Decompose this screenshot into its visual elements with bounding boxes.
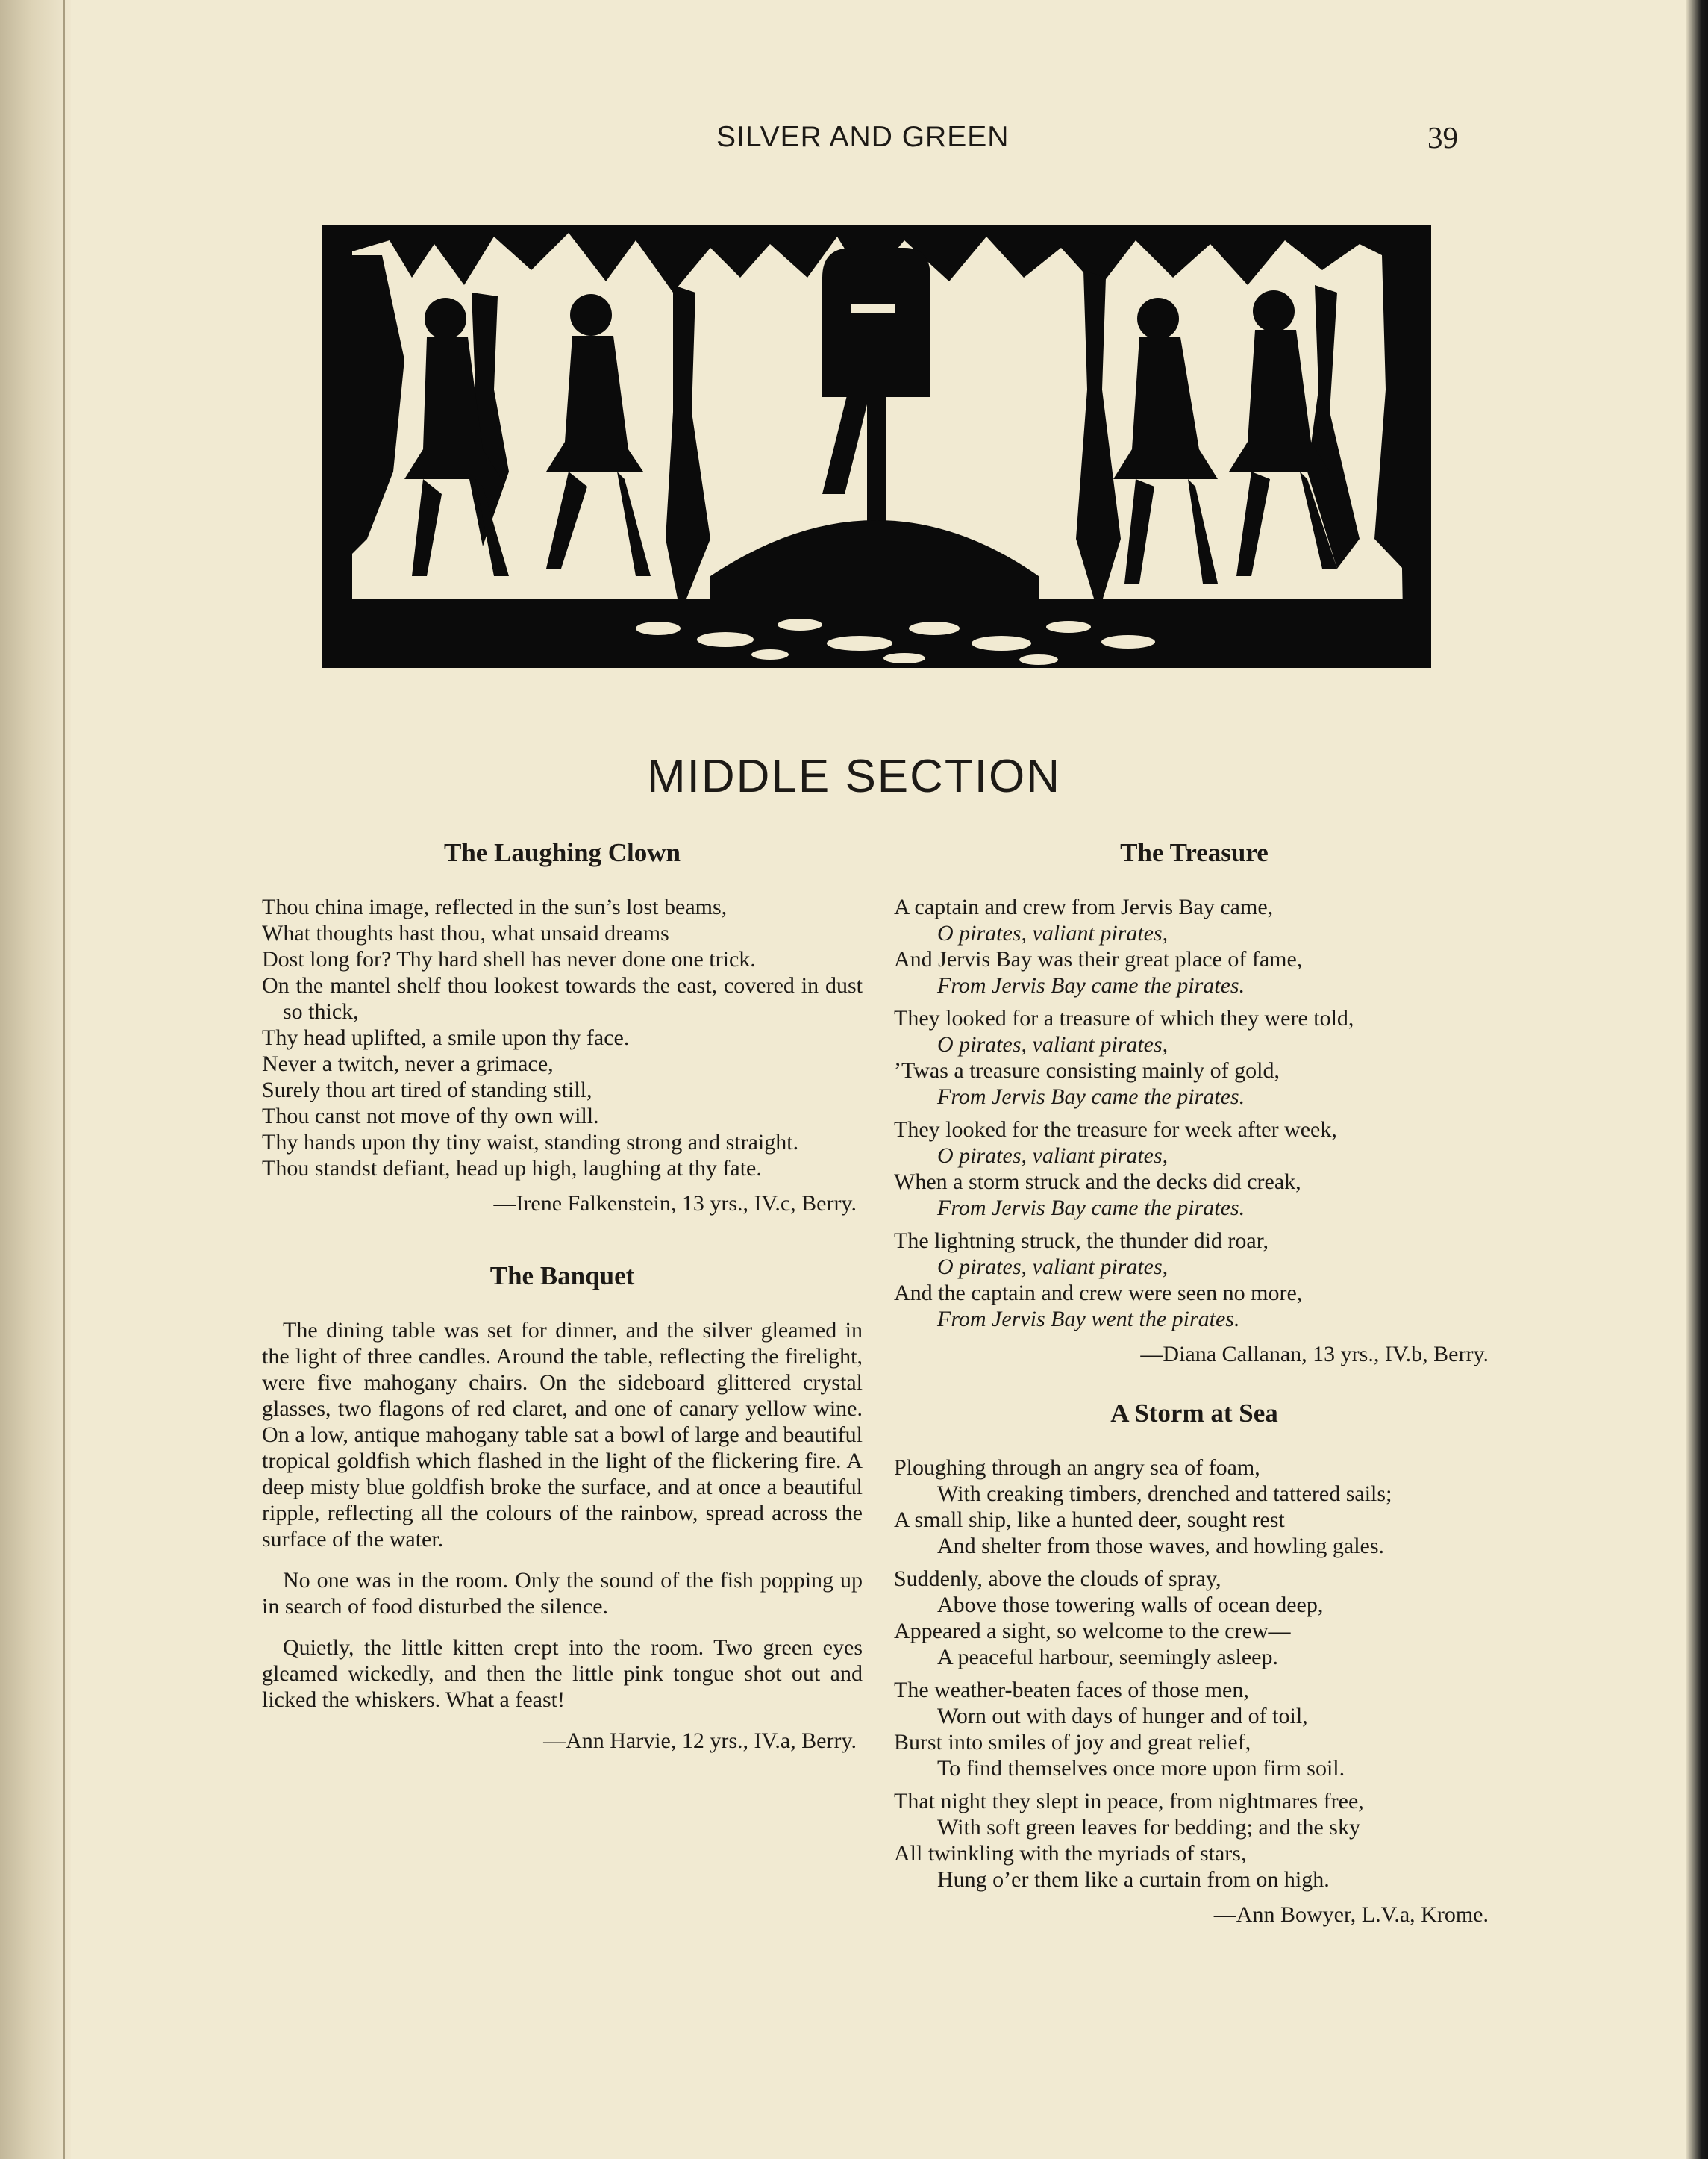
poem-line: Thou china image, reflected in the sun’s lost beams, (262, 895, 728, 919)
poem-stanza (894, 1677, 1495, 1781)
author-signature: —Irene Falkenstein, 13 yrs., IV.c, Berry. (493, 1191, 857, 1216)
poem-line: Surely thou art tired of standing still, (262, 1078, 592, 1102)
poem-line: Never a twitch, never a grimace, (262, 1052, 554, 1076)
prose-paragraph: The dining table was set for dinner, and the silver gleamed in the light of three candles. Around the table, reflecting the firelight, were five mahogany chairs. On the sideboard glittered crystal glasses, two flagons of red claret, and one of canary yellow wine. On a low, antique mahogany table sat a bowl of large and beautiful tropical goldfish which flashed in the light of the flickering fire. A deep misty blue goldfish broke the surface, and at once a beautiful ripple, reflecting all the colours of the rainbow, spread across the surface of the water. (262, 1318, 863, 1552)
poem-stanza (894, 1455, 1495, 1559)
poem-line: Ploughing through an angry sea of foam, (894, 1455, 1260, 1480)
poem-refrain: From Jervis Bay went the pirates. (937, 1307, 1240, 1331)
poem-line: A small ship, like a hunted deer, sought rest (894, 1507, 1285, 1532)
poem-line: To find themselves once more upon firm soil. (937, 1756, 1345, 1781)
poem-stanza (894, 1788, 1495, 1893)
right-column (894, 840, 1495, 1928)
poem-refrain: From Jervis Bay came the pirates. (937, 973, 1245, 998)
author-signature: —Diana Callanan, 13 yrs., IV.b, Berry. (1140, 1342, 1489, 1366)
poem-line: A captain and crew from Jervis Bay came, (894, 895, 1274, 919)
section-title: MIDDLE SECTION (646, 751, 1062, 802)
poem-line: Worn out with days of hunger and of toil, (937, 1704, 1308, 1728)
page-number: 39 (1427, 120, 1458, 154)
poem-line: And Jervis Bay was their great place of fame, (894, 947, 1303, 972)
prose-paragraph: No one was in the room. Only the sound of the fish popping up in search of food disturbed the silence. (262, 1568, 863, 1619)
poem-stanza (894, 894, 1495, 999)
poem-line: What thoughts hast thou, what unsaid dreams (262, 921, 669, 946)
poem-refrain: O pirates, valiant pirates, (937, 1032, 1169, 1057)
poem-refrain: From Jervis Bay came the pirates. (937, 1084, 1245, 1109)
poem-stanza (894, 1228, 1495, 1332)
poem-line: On the mantel shelf thou lookest towards the east, covered in dust so thick, (262, 973, 863, 1024)
poem-line: All twinkling with the myriads of stars, (894, 1841, 1247, 1866)
poem-line: Thy hands upon thy tiny waist, standing strong and straight. (262, 1130, 799, 1155)
poem-line: With creaking timbers, drenched and tattered sails; (937, 1481, 1392, 1506)
poem-refrain: O pirates, valiant pirates, (937, 921, 1169, 946)
author-signature: —Ann Harvie, 12 yrs., IV.a, Berry. (543, 1728, 857, 1753)
prose-paragraph: Quietly, the little kitten crept into the room. Two green eyes gleamed wickedly, and then the little pink tongue shot out and licked the whiskers. What a feast! (262, 1635, 863, 1712)
book-gutter (0, 0, 71, 2159)
poem-stanza (894, 1116, 1495, 1221)
poem-line: Suddenly, above the clouds of spray, (894, 1566, 1221, 1591)
author-signature: —Ann Bowyer, L.V.a, Krome. (1213, 1902, 1489, 1927)
poem-line: They looked for the treasure for week after week, (894, 1117, 1337, 1142)
page-edge-shadow (1686, 0, 1708, 2159)
poem-line: A peaceful harbour, seemingly asleep. (937, 1645, 1278, 1669)
poem-line: Thou canst not move of thy own will. (262, 1104, 599, 1128)
poem-line: Thy head uplifted, a smile upon thy face. (262, 1025, 630, 1050)
poem-title-laughing-clown: The Laughing Clown (443, 838, 681, 867)
poem-line: Appeared a sight, so welcome to the crew— (894, 1619, 1291, 1643)
left-column (262, 840, 863, 1754)
silhouette-children-mailbox-illustration (322, 225, 1431, 668)
poem-stanza (894, 1566, 1495, 1670)
poem-line: The lightning struck, the thunder did roar, (894, 1228, 1269, 1253)
poem-refrain: From Jervis Bay came the pirates. (937, 1196, 1245, 1220)
poem-title-storm-at-sea: A Storm at Sea (1110, 1399, 1278, 1428)
poem-line: Thou standst defiant, head up high, laughing at thy fate. (262, 1156, 762, 1181)
poem-line: ’Twas a treasure consisting mainly of gold, (894, 1058, 1280, 1083)
gutter-fold-line (63, 0, 65, 2159)
poem-line: They looked for a treasure of which they were told, (894, 1006, 1354, 1031)
prose-title-banquet: The Banquet (489, 1261, 635, 1290)
poem-line: With soft green leaves for bedding; and the sky (937, 1815, 1360, 1840)
poem-line: That night they slept in peace, from nightmares free, (894, 1789, 1364, 1813)
poem-line: The weather-beaten faces of those men, (894, 1678, 1249, 1702)
poem-stanza (894, 1005, 1495, 1110)
poem-line: When a storm struck and the decks did creak, (894, 1169, 1301, 1194)
poem-line: Above those towering walls of ocean deep, (937, 1593, 1324, 1617)
poem-line: Dost long for? Thy hard shell has never done one trick. (262, 947, 756, 972)
poem-line: And the captain and crew were seen no more, (894, 1281, 1303, 1305)
poem-line: And shelter from those waves, and howling gales. (937, 1534, 1385, 1558)
poem-title-treasure: The Treasure (1120, 838, 1269, 867)
running-header-title: SILVER AND GREEN (716, 121, 1010, 153)
poem-refrain: O pirates, valiant pirates, (937, 1143, 1169, 1168)
poem-line: Hung o’er them like a curtain from on high. (937, 1867, 1330, 1892)
poem-refrain: O pirates, valiant pirates, (937, 1255, 1169, 1279)
poem-line: Burst into smiles of joy and great relief, (894, 1730, 1251, 1755)
poem-laughing-clown (262, 894, 863, 1181)
